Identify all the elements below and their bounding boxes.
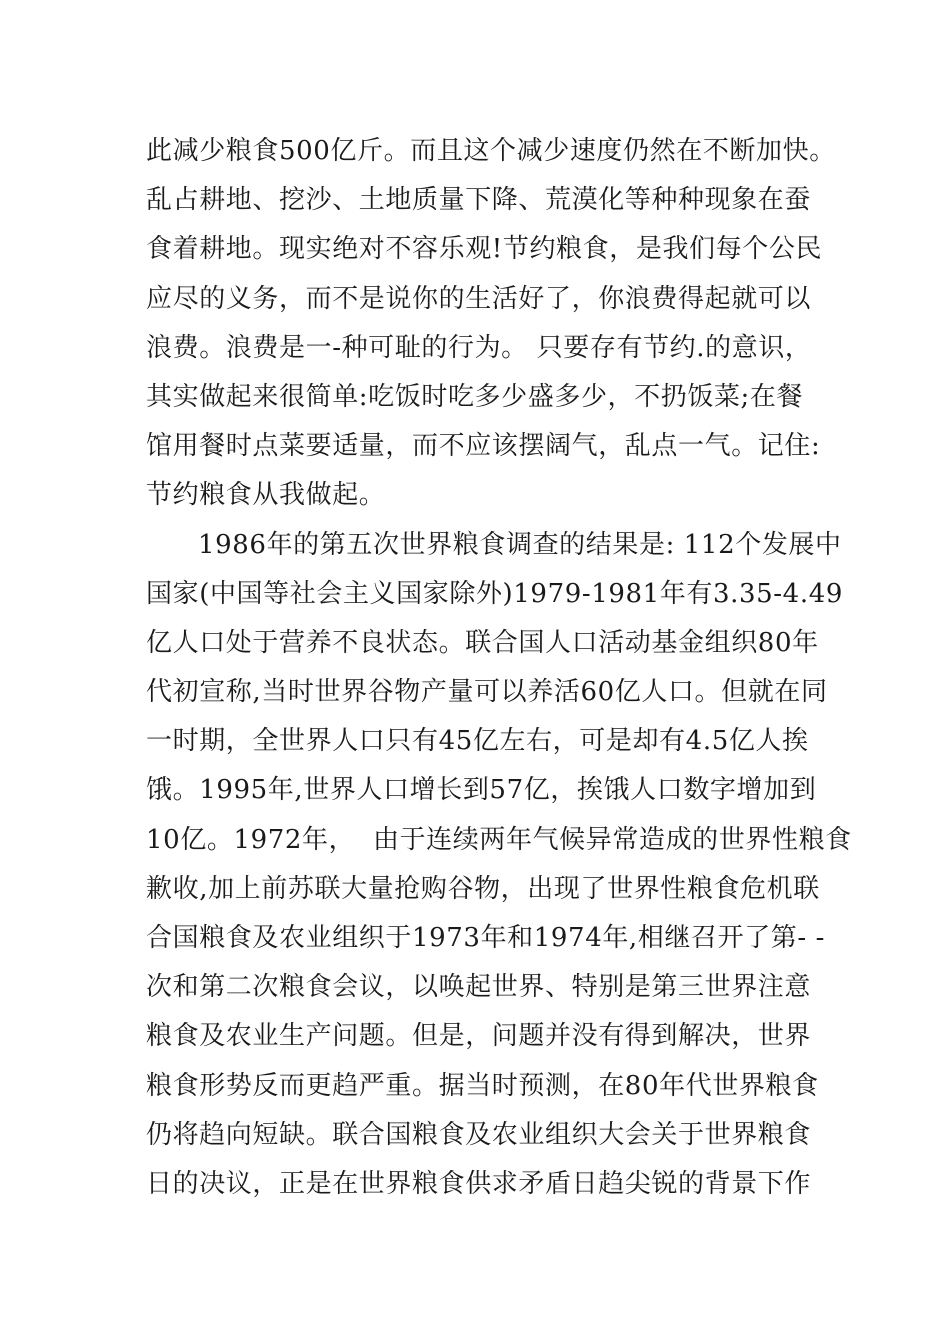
text-line: 次和第二次粮食会议，以唤起世界、特别是第三世界注意	[146, 972, 812, 1003]
text-line: 仍将趋向短缺。联合国粮食及农业组织大会关于世界粮食	[146, 1119, 812, 1150]
body-text	[146, 127, 852, 1209]
text-line: 乱占耕地、挖沙、土地质量下降、荒漠化等种种现象在蚕	[146, 185, 812, 216]
text-line: 国家(中国等社会主义国家除外)1979-1981年有3.35-4.49	[146, 578, 843, 609]
text-line: 饿。1995年,世界人口增长到57亿，挨饿人口数字增加到	[146, 775, 817, 806]
text-line: 一时期，全世界人口只有45亿左右，可是却有4.5亿人挨	[146, 726, 809, 757]
text-line: 其实做起来很简单:吃饭时吃多少盛多少，不扔饭菜;在餐	[146, 381, 804, 412]
text-line: 馆用餐时点菜要适量，而不应该摆阔气，乱点一气。记住:	[146, 431, 821, 462]
text-line: 应尽的义务，而不是说你的生活好了，你浪费得起就可以	[146, 283, 812, 314]
text-line: 此减少粮食500亿斤。而且这个减少速度仍然在不断加快。	[146, 136, 836, 166]
text-line: 食着耕地。现实绝对不容乐观!节约粮食，是我们每个公民	[146, 234, 823, 265]
text-line: 歉收,加上前苏联大量抢购谷物，出现了世界性粮食危机联	[146, 873, 820, 904]
text-line: 合国粮食及农业组织于1973年和1974年,相继召开了第- -	[146, 923, 826, 953]
paragraph-2	[146, 521, 852, 1210]
text-line: 粮食形势反而更趋严重。据当时预测，在80年代世界粮食	[146, 1070, 819, 1101]
text-line: 粮食及农业生产问题。但是，问题并没有得到解决，世界	[146, 1021, 812, 1052]
text-line: 节约粮食从我做起。	[146, 480, 386, 511]
text-line: 1986年的第五次世界粮食调查的结果是: 112个发展中	[198, 529, 842, 560]
text-line: 浪费。浪费是一-种可耻的行为。 只要存有节约.的意识，	[146, 332, 812, 363]
text-line: 代初宣称,当时世界谷物产量可以养活60亿人口。但就在同	[146, 677, 828, 708]
paragraph-1	[146, 127, 836, 521]
text-line: 亿人口处于营养不良状态。联合国人口活动基金组织80年	[146, 627, 819, 658]
text-line: 日的决议，正是在世界粮食供求矛盾日趋尖锐的背景下作	[146, 1168, 812, 1199]
text-line: 10亿。1972年， 由于连续两年气候异常造成的世界性粮食	[146, 824, 852, 855]
